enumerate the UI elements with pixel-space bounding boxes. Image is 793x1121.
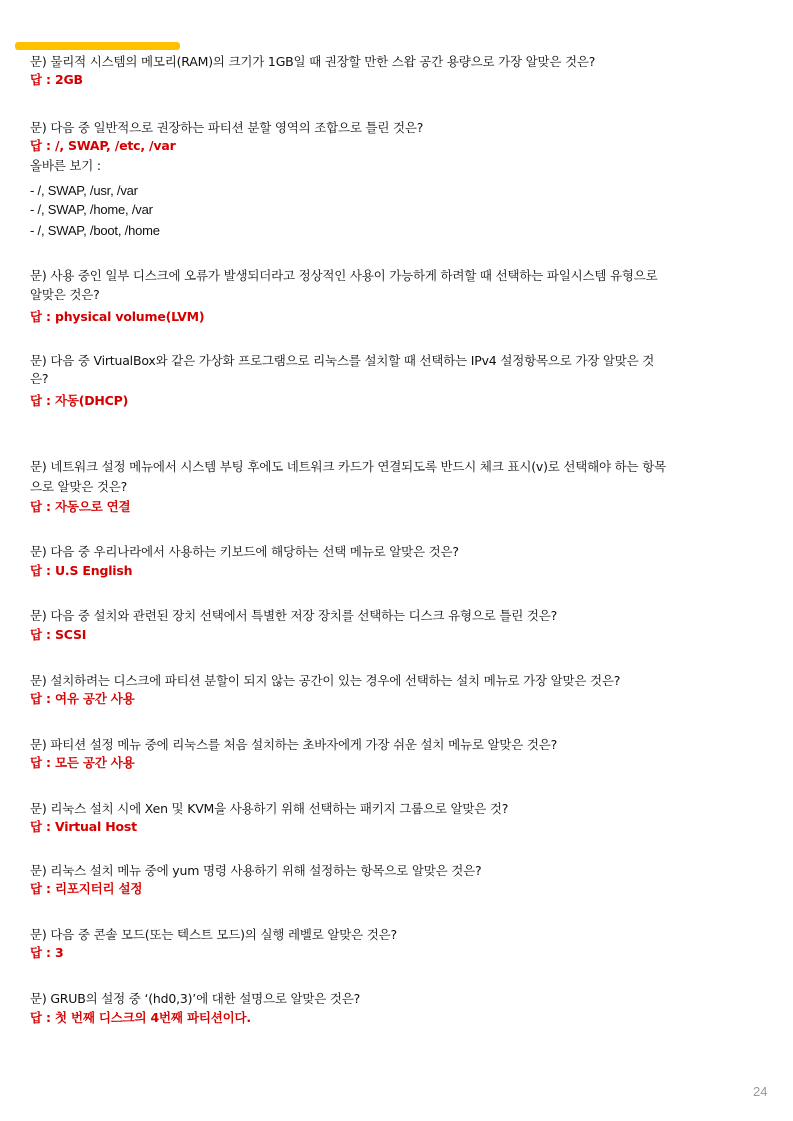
question-text: 문) 네트워크 설정 메뉴에서 시스템 부팅 후에도 네트워크 카드가 연결되도록 반드시 체크 표시(v)로 선택해야 하는 항목 <box>30 459 666 474</box>
answer-text: 답 : 모든 공간 사용 <box>30 755 135 770</box>
answer-text: 답 : /, SWAP, /etc, /var <box>30 138 176 153</box>
answer-text: 답 : 자동으로 연결 <box>30 499 131 514</box>
question-text: 문) 다음 중 우리나라에서 사용하는 키보드에 해당하는 선택 메뉴로 알맞은 것은? <box>30 544 459 559</box>
answer-text: 답 : Virtual Host <box>30 819 137 834</box>
question-text: 문) 사용 중인 일부 디스크에 오류가 발생되더라고 정상적인 사용이 가능하게 하려할 때 선택하는 파일시스템 유형으로 <box>30 268 658 283</box>
option-item: - /, SWAP, /usr, /var <box>30 183 138 198</box>
question-text: 문) 다음 중 일반적으로 권장하는 파티션 분할 영역의 조합으로 틀린 것은? <box>30 120 424 135</box>
page-number: 24 <box>753 1084 768 1099</box>
question-text: 문) GRUB의 설정 중 ‘(hd0,3)’에 대한 설명으로 알맞은 것은? <box>30 991 361 1006</box>
question-text: 문) 설치하려는 디스크에 파티션 분할이 되지 않는 공간이 있는 경우에 선택하는 설치 메뉴로 가장 알맞은 것은? <box>30 673 621 688</box>
question-text: 문) 다음 중 VirtualBox와 같은 가상화 프로그램으로 리눅스를 설치할 때 선택하는 IPv4 설정항목으로 가장 알맞은 것 <box>30 353 655 368</box>
question-text: 문) 물리적 시스템의 메모리(RAM)의 크기가 1GB일 때 권장할 만한 스왑 공간 용량으로 가장 알맞은 것은? <box>30 54 596 69</box>
question-text: 문) 파티션 설정 메뉴 중에 리눅스를 처음 설치하는 초바자에게 가장 쉬운 설치 메뉴로 알맞은 것은? <box>30 737 558 752</box>
answer-text: 답 : physical volume(LVM) <box>30 309 205 324</box>
answer-text: 답 : U.S English <box>30 563 133 578</box>
answer-text: 답 : SCSI <box>30 627 87 642</box>
answer-text: 답 : 자동(DHCP) <box>30 393 129 408</box>
question-text: 문) 리눅스 설치 메뉴 중에 yum 명령 사용하기 위해 설정하는 항목으로 알맞은 것은? <box>30 863 482 878</box>
question-text: 은? <box>30 371 49 386</box>
answer-text: 답 : 여유 공간 사용 <box>30 691 135 706</box>
answer-text: 답 : 리포지터리 설정 <box>30 881 143 896</box>
option-item: - /, SWAP, /boot, /home <box>30 223 160 238</box>
answer-text: 답 : 2GB <box>30 72 83 87</box>
question-text: 문) 다음 중 설치와 관련된 장치 선택에서 특별한 저장 장치를 선택하는 디스크 유형으로 틀린 것은? <box>30 608 558 623</box>
option-item: - /, SWAP, /home, /var <box>30 202 153 217</box>
question-text: 문) 리눅스 설치 시에 Xen 및 KVM을 사용하기 위해 선택하는 패키지 그룹으로 알맞은 것? <box>30 801 509 816</box>
question-text: 으로 알맞은 것은? <box>30 479 128 494</box>
answer-text: 답 : 3 <box>30 945 64 960</box>
correct-options-label: 올바른 보기 : <box>30 158 101 173</box>
highlight-bar <box>15 42 180 50</box>
answer-text: 답 : 첫 번째 디스크의 4번째 파티션이다. <box>30 1010 251 1025</box>
question-text: 알맞은 것은? <box>30 287 100 302</box>
question-text: 문) 다음 중 콘솔 모드(또는 텍스트 모드)의 실행 레벨로 알맞은 것은? <box>30 927 397 942</box>
